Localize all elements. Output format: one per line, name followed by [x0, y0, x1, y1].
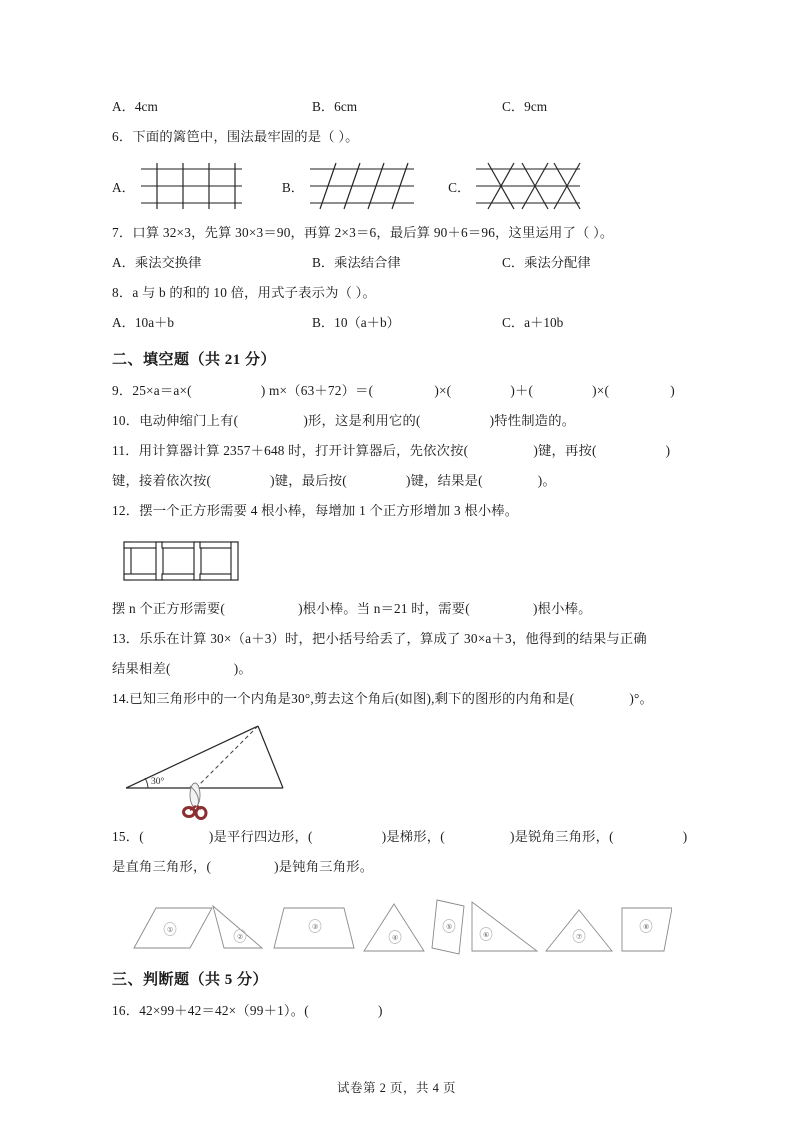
q16-text-1: 16．42×99＋42＝42×（99＋1）。(: [112, 1003, 309, 1018]
q7-stem: 7．口算 32×3，先算 30×3＝90，再算 2×3＝6，最后算 90＋6＝96，这里运用了（ ）。: [112, 225, 614, 240]
q14-triangle-figure: [118, 720, 690, 820]
page-footer: 试卷第 2 页，共 4 页: [336, 1081, 456, 1095]
q7-option-a[interactable]: A．乘法交换律: [112, 255, 202, 270]
q15-stem-line-2: [112, 852, 690, 882]
fence-grid-triangular-icon: [474, 160, 584, 212]
q16-stem: [112, 996, 690, 1026]
q11-stem-line-1: [112, 436, 690, 466]
q6-option-c[interactable]: [448, 160, 584, 212]
q13-text-2: )。: [233, 661, 252, 676]
q15-text-4: )是锐角三角形，(: [510, 829, 614, 844]
q7-options-row: [112, 248, 690, 278]
q15-stem-line-1: [112, 822, 690, 852]
q5-option-b[interactable]: B．6cm: [312, 99, 358, 114]
q10-text-2: )形，这是利用它的(: [303, 413, 421, 428]
q5-option-a[interactable]: A．4cm: [112, 99, 158, 114]
q11-text-2: )键，再按(: [533, 443, 597, 458]
q6-fence-options: [112, 160, 690, 212]
q13-stem-line-1: 13．乐乐在计算 30×（a＋3）时，把小括号给丢了，算成了 30×a＋3，他得到的结果与正确: [112, 631, 647, 646]
q9-text-6: ): [670, 383, 675, 398]
fence-grid-slanted-icon: [308, 161, 418, 211]
q15-shapes-strip: [112, 896, 690, 958]
q12-text-2: )根小棒。当 n＝21 时，需要(: [298, 601, 470, 616]
shape-label-7: ⑦: [576, 933, 583, 941]
q11-stem-line-2: [112, 466, 690, 496]
geometric-shapes-row-icon: [112, 896, 672, 958]
shape-label-6: ⑥: [483, 931, 490, 939]
q10-text-1: 10．电动伸缩门上有(: [112, 413, 239, 428]
q15-text-6: 是直角三角形，(: [112, 859, 212, 874]
q9-text-2: ) m×（63＋72）＝(: [260, 383, 374, 398]
q8-option-a[interactable]: A．10a＋b: [112, 315, 175, 330]
q8-option-b[interactable]: B．10（a＋b）: [312, 315, 400, 330]
q12-text-1: 摆 n 个正方形需要(: [112, 601, 226, 616]
fence-grid-rectangular-icon: [139, 161, 244, 211]
shape-label-2: ②: [237, 933, 244, 941]
q6-stem: 6．下面的篱笆中，围法最牢固的是（ ）。: [112, 129, 359, 144]
section-3-heading: 三、判断题（共 5 分）: [112, 972, 269, 988]
q9-text-4: )＋(: [510, 383, 534, 398]
q7-option-c[interactable]: C．乘法分配律: [502, 255, 591, 270]
q14-text-2: )°。: [629, 691, 653, 706]
q9-text-1: 9．25×a＝a×(: [112, 383, 192, 398]
matchstick-squares-icon: [120, 538, 240, 584]
q6-option-b-label: B．: [281, 179, 305, 195]
q16-text-2: ): [377, 1003, 383, 1018]
q11-text-5: )键，最后按(: [270, 473, 347, 488]
page-content: [112, 92, 690, 1026]
q10-text-3: )特性制造的。: [489, 413, 576, 428]
q15-text-1: 15．(: [112, 829, 144, 844]
triangle-with-scissors-icon: [118, 720, 318, 820]
q8-option-c[interactable]: C．a＋10b: [502, 315, 564, 330]
q14-stem: [112, 684, 690, 714]
q6-option-b[interactable]: [282, 161, 418, 211]
q15-text-3: )是梯形，(: [381, 829, 445, 844]
q14-angle-label: 30°: [151, 777, 165, 787]
section-2-heading: 二、填空题（共 21 分）: [112, 352, 277, 368]
shape-label-8: ⑧: [643, 923, 650, 931]
q9-stem: [112, 376, 690, 406]
q14-text-1: 14.已知三角形中的一个内角是30°,剪去这个角后(如图),剩下的图形的内角和是(: [112, 691, 575, 706]
q5-option-c[interactable]: C．9cm: [502, 99, 548, 114]
q8-options-row: [112, 308, 690, 338]
q13-text-1: 结果相差(: [112, 661, 171, 676]
q7-option-b[interactable]: B．乘法结合律: [312, 255, 401, 270]
q12-text-3: )根小棒。: [532, 601, 592, 616]
q11-text-4: 键，接着依次按(: [112, 473, 212, 488]
q12-stem-line-2: [112, 594, 690, 624]
q12-stem: 12．摆一个正方形需要 4 根小棒，每增加 1 个正方形增加 3 根小棒。: [112, 503, 519, 518]
shape-label-4: ④: [392, 934, 399, 942]
q9-text-5: )×(: [592, 383, 610, 398]
q15-text-7: )是钝角三角形。: [274, 859, 374, 874]
q6-option-c-label: C．: [448, 179, 471, 195]
q6-option-a-label: A．: [112, 179, 135, 195]
q11-text-7: )。: [537, 473, 556, 488]
q10-stem: [112, 406, 690, 436]
q13-stem-line-2: [112, 654, 690, 684]
shape-label-1: ①: [167, 926, 174, 934]
shape-label-3: ③: [312, 923, 319, 931]
q11-text-6: )键，结果是(: [405, 473, 483, 488]
q6-option-a[interactable]: [112, 161, 244, 211]
q15-text-2: )是平行四边形，(: [208, 829, 313, 844]
q11-text-1: 11．用计算器计算 2357＋648 时，打开计算器后，先依次按(: [112, 443, 469, 458]
q11-text-3: ): [665, 443, 671, 458]
q9-text-3: )×(: [434, 383, 452, 398]
q15-text-5: ): [682, 829, 688, 844]
q8-stem: 8．a 与 b 的和的 10 倍，用式子表示为（ ）。: [112, 285, 376, 300]
shape-label-5: ⑤: [446, 923, 453, 931]
q12-matchstick-squares-figure: [120, 538, 690, 584]
q5-options-row: [112, 92, 690, 122]
